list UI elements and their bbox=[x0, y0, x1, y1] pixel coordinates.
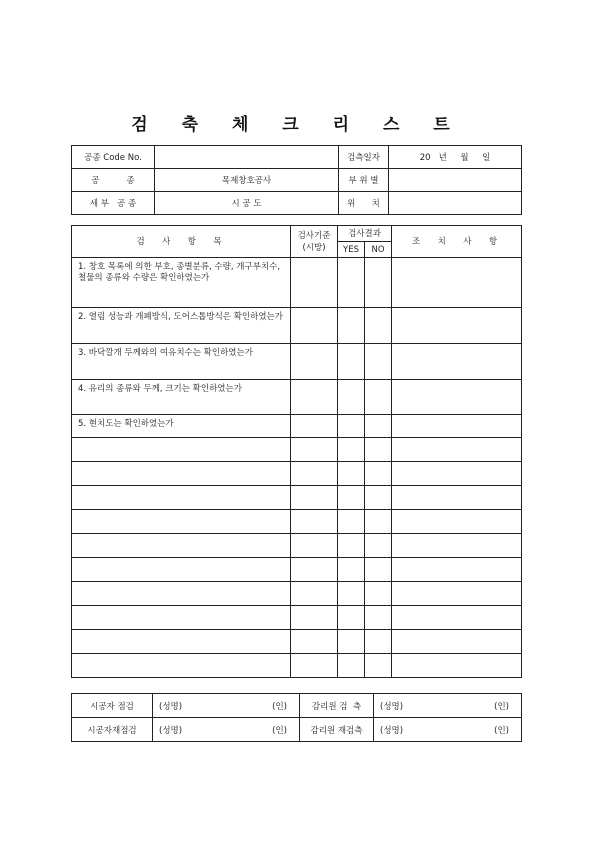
no-cell[interactable] bbox=[365, 582, 392, 606]
criteria-cell[interactable] bbox=[291, 486, 338, 510]
col-header-action: 조 치 사 항 bbox=[392, 226, 522, 258]
col-header-items: 검 사 항 목 bbox=[72, 226, 291, 258]
action-cell[interactable] bbox=[392, 558, 522, 582]
contractor-check-sign[interactable] bbox=[153, 694, 300, 718]
criteria-cell[interactable] bbox=[291, 462, 338, 486]
table-row bbox=[72, 606, 522, 630]
no-cell[interactable] bbox=[365, 510, 392, 534]
yes-cell[interactable] bbox=[338, 344, 365, 380]
action-cell[interactable] bbox=[392, 630, 522, 654]
supervisor-recheck-label: 감리원 재검측 bbox=[300, 718, 374, 742]
criteria-cell[interactable] bbox=[291, 415, 338, 438]
seal-label: (인) bbox=[494, 701, 509, 712]
table-row bbox=[72, 308, 522, 344]
subtrade-label: 세 부 공 종 bbox=[72, 192, 155, 215]
item-cell bbox=[72, 462, 291, 486]
date-field[interactable]: 20 년 월 일 bbox=[389, 146, 522, 169]
code-label: 공종 Code No. bbox=[72, 146, 155, 169]
criteria-cell[interactable] bbox=[291, 606, 338, 630]
item-cell: 1. 창호 목록에 의한 부호, 종별분류, 수량, 개구부치수, 철물의 종류와 수량은 확인하였는가 bbox=[72, 258, 291, 308]
criteria-cell[interactable] bbox=[291, 630, 338, 654]
action-cell[interactable] bbox=[392, 486, 522, 510]
seal-label: (인) bbox=[272, 701, 287, 712]
no-cell[interactable] bbox=[365, 380, 392, 415]
supervisor-check-label: 감리원 검 측 bbox=[300, 694, 374, 718]
date-label: 검측일자 bbox=[339, 146, 389, 169]
criteria-cell[interactable] bbox=[291, 558, 338, 582]
contractor-recheck-sign[interactable] bbox=[153, 718, 300, 742]
location-field[interactable] bbox=[389, 192, 522, 215]
item-cell: 3. 바닥깔개 두께와의 여유치수는 확인하였는가 bbox=[72, 344, 291, 380]
yes-cell[interactable] bbox=[338, 510, 365, 534]
criteria-cell[interactable] bbox=[291, 380, 338, 415]
item-cell bbox=[72, 510, 291, 534]
table-row bbox=[72, 654, 522, 678]
criteria-cell[interactable] bbox=[291, 438, 338, 462]
contractor-check-label: 시공자 점검 bbox=[72, 694, 153, 718]
no-cell[interactable] bbox=[365, 630, 392, 654]
supervisor-check-sign[interactable] bbox=[374, 694, 522, 718]
no-cell[interactable] bbox=[365, 558, 392, 582]
yes-cell[interactable] bbox=[338, 630, 365, 654]
yes-cell[interactable] bbox=[338, 606, 365, 630]
item-cell bbox=[72, 606, 291, 630]
yes-cell[interactable] bbox=[338, 415, 365, 438]
page-title: 검 축 체 크 리 스 트 bbox=[131, 115, 464, 135]
no-cell[interactable] bbox=[365, 654, 392, 678]
col-header-criteria: 검사기준 (시방) bbox=[291, 226, 338, 258]
col-header-yes: YES bbox=[338, 242, 365, 258]
no-cell[interactable] bbox=[365, 606, 392, 630]
item-cell bbox=[72, 654, 291, 678]
yes-cell[interactable] bbox=[338, 462, 365, 486]
no-cell[interactable] bbox=[365, 438, 392, 462]
table-row bbox=[72, 582, 522, 606]
action-cell[interactable] bbox=[392, 534, 522, 558]
name-label: (성명) bbox=[159, 725, 183, 736]
item-cell bbox=[72, 534, 291, 558]
location-label: 위 치 bbox=[339, 192, 389, 215]
table-row bbox=[72, 534, 522, 558]
table-row bbox=[72, 438, 522, 462]
code-field[interactable] bbox=[155, 146, 339, 169]
action-cell[interactable] bbox=[392, 606, 522, 630]
item-cell: 2. 열림 성능과 개폐방식, 도어스톱방식은 확인하였는가 bbox=[72, 308, 291, 344]
item-cell bbox=[72, 438, 291, 462]
seal-label: (인) bbox=[494, 725, 509, 736]
signature-table bbox=[71, 693, 522, 742]
table-row bbox=[72, 630, 522, 654]
yes-cell[interactable] bbox=[338, 582, 365, 606]
criteria-cell[interactable] bbox=[291, 534, 338, 558]
contractor-recheck-label: 시공자재점검 bbox=[72, 718, 153, 742]
table-row bbox=[72, 415, 522, 438]
no-cell[interactable] bbox=[365, 344, 392, 380]
table-row bbox=[72, 344, 522, 380]
trade-label: 공 종 bbox=[72, 169, 155, 192]
action-cell[interactable] bbox=[392, 438, 522, 462]
table-row bbox=[72, 380, 522, 415]
item-cell bbox=[72, 486, 291, 510]
no-cell[interactable] bbox=[365, 462, 392, 486]
yes-cell[interactable] bbox=[338, 654, 365, 678]
yes-cell[interactable] bbox=[338, 534, 365, 558]
criteria-cell[interactable] bbox=[291, 344, 338, 380]
action-cell[interactable] bbox=[392, 415, 522, 438]
header-info-table bbox=[71, 145, 522, 215]
action-cell[interactable] bbox=[392, 510, 522, 534]
action-cell[interactable] bbox=[392, 344, 522, 380]
table-row bbox=[72, 558, 522, 582]
col-header-no: NO bbox=[365, 242, 392, 258]
table-row bbox=[72, 486, 522, 510]
no-cell[interactable] bbox=[365, 258, 392, 308]
item-cell bbox=[72, 582, 291, 606]
item-cell bbox=[72, 558, 291, 582]
criteria-cell[interactable] bbox=[291, 582, 338, 606]
checklist-table bbox=[71, 225, 522, 678]
yes-cell[interactable] bbox=[338, 558, 365, 582]
action-cell[interactable] bbox=[392, 258, 522, 308]
yes-cell[interactable] bbox=[338, 486, 365, 510]
yes-cell[interactable] bbox=[338, 438, 365, 462]
name-label: (성명) bbox=[380, 701, 404, 712]
action-cell[interactable] bbox=[392, 462, 522, 486]
col-header-result: 검사결과 bbox=[338, 226, 392, 242]
no-cell[interactable] bbox=[365, 415, 392, 438]
yes-cell[interactable] bbox=[338, 308, 365, 344]
criteria-cell[interactable] bbox=[291, 654, 338, 678]
table-row bbox=[72, 258, 522, 308]
criteria-cell[interactable] bbox=[291, 258, 338, 308]
name-label: (성명) bbox=[159, 701, 183, 712]
part-label: 부 위 별 bbox=[339, 169, 389, 192]
action-cell[interactable] bbox=[392, 380, 522, 415]
seal-label: (인) bbox=[272, 725, 287, 736]
action-cell[interactable] bbox=[392, 654, 522, 678]
part-field[interactable] bbox=[389, 169, 522, 192]
table-row bbox=[72, 462, 522, 486]
no-cell[interactable] bbox=[365, 308, 392, 344]
criteria-cell[interactable] bbox=[291, 308, 338, 344]
action-cell[interactable] bbox=[392, 582, 522, 606]
subtrade-field[interactable]: 시 공 도 bbox=[155, 192, 339, 215]
yes-cell[interactable] bbox=[338, 258, 365, 308]
table-row bbox=[72, 510, 522, 534]
item-cell: 4. 유리의 종류와 두께, 크기는 확인하였는가 bbox=[72, 380, 291, 415]
item-cell: 5. 현치도는 확인하였는가 bbox=[72, 415, 291, 438]
supervisor-recheck-sign[interactable] bbox=[374, 718, 522, 742]
action-cell[interactable] bbox=[392, 308, 522, 344]
name-label: (성명) bbox=[380, 725, 404, 736]
trade-field[interactable]: 목제창호공사 bbox=[155, 169, 339, 192]
item-cell bbox=[72, 630, 291, 654]
no-cell[interactable] bbox=[365, 486, 392, 510]
criteria-cell[interactable] bbox=[291, 510, 338, 534]
yes-cell[interactable] bbox=[338, 380, 365, 415]
no-cell[interactable] bbox=[365, 534, 392, 558]
